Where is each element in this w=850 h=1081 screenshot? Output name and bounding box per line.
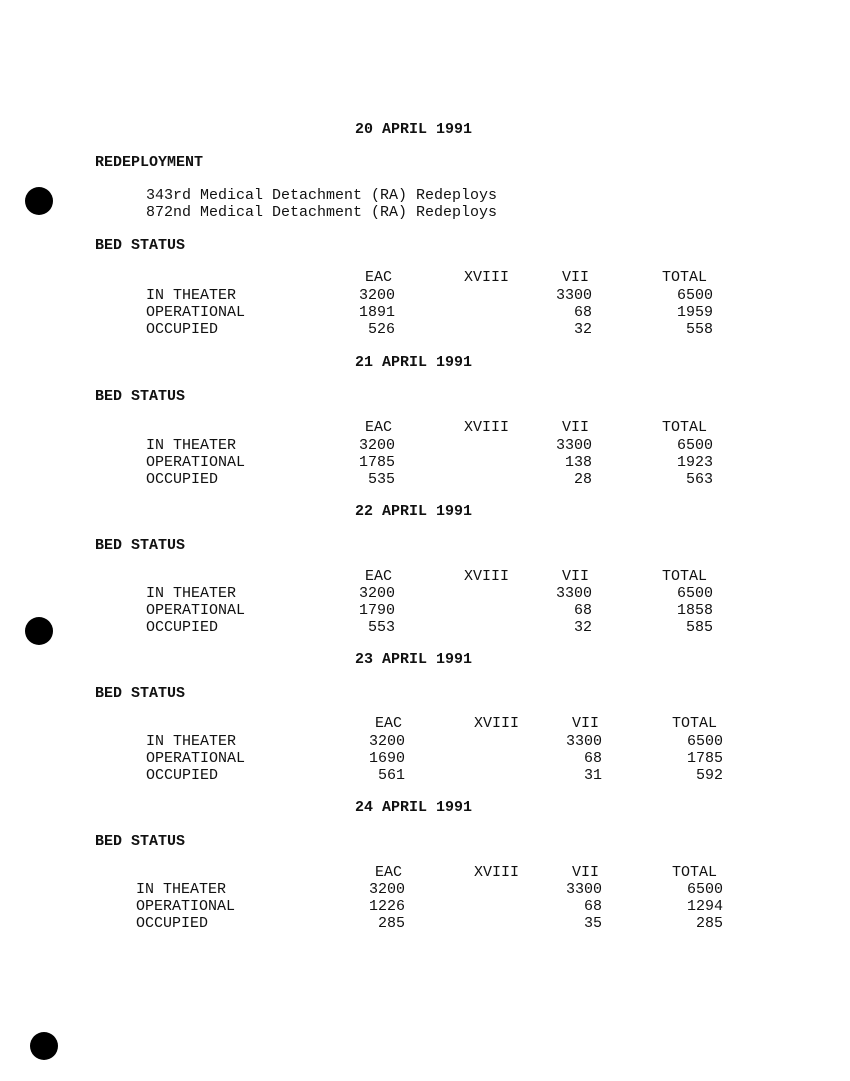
column-header-xviii: XVIII	[474, 715, 520, 732]
bed-status-heading: BED STATUS	[95, 833, 186, 850]
cell-total: 1785	[686, 750, 723, 767]
punch-hole-bottom	[30, 1032, 58, 1060]
redeployment-heading: REDEPLOYMENT	[95, 154, 204, 171]
cell-eac: 1690	[368, 750, 405, 767]
table-row-label: OPERATIONAL	[136, 898, 236, 915]
cell-vii: 32	[573, 321, 592, 338]
cell-vii: 32	[573, 619, 592, 636]
cell-total: 6500	[676, 287, 713, 304]
table-row-label: IN THEATER	[146, 437, 237, 454]
column-header-eac: EAC	[365, 269, 393, 286]
column-header-eac: EAC	[375, 715, 403, 732]
column-header-vii: VII	[562, 419, 590, 436]
cell-eac: 3200	[358, 287, 395, 304]
cell-vii: 68	[573, 304, 592, 321]
redeployment-line: 343rd Medical Detachment (RA) Redeploys	[146, 187, 498, 204]
cell-vii: 3300	[555, 287, 592, 304]
column-header-total: TOTAL	[662, 419, 708, 436]
table-row-label: IN THEATER	[146, 287, 237, 304]
punch-hole-top	[25, 187, 53, 215]
section-date: 24 APRIL 1991	[355, 799, 473, 816]
column-header-vii: VII	[572, 864, 600, 881]
column-header-vii: VII	[562, 269, 590, 286]
cell-vii: 31	[583, 767, 602, 784]
cell-total: 1294	[686, 898, 723, 915]
bed-status-heading: BED STATUS	[95, 685, 186, 702]
cell-vii: 35	[583, 915, 602, 932]
column-header-xviii: XVIII	[464, 568, 510, 585]
section-date: 23 APRIL 1991	[355, 651, 473, 668]
cell-total: 6500	[676, 585, 713, 602]
table-row-label: OPERATIONAL	[146, 454, 246, 471]
cell-eac: 3200	[358, 437, 395, 454]
cell-eac: 561	[377, 767, 405, 784]
cell-total: 6500	[686, 881, 723, 898]
cell-vii: 68	[573, 602, 592, 619]
table-row-label: OCCUPIED	[146, 471, 219, 488]
section-date: 20 APRIL 1991	[355, 121, 473, 138]
cell-total: 563	[685, 471, 713, 488]
cell-vii: 28	[573, 471, 592, 488]
column-header-xviii: XVIII	[474, 864, 520, 881]
redeployment-line: 872nd Medical Detachment (RA) Redeploys	[146, 204, 498, 221]
cell-total: 1923	[676, 454, 713, 471]
column-header-xviii: XVIII	[464, 269, 510, 286]
cell-eac: 535	[367, 471, 395, 488]
column-header-total: TOTAL	[672, 715, 718, 732]
bed-status-heading: BED STATUS	[95, 388, 186, 405]
table-row-label: OCCUPIED	[146, 321, 219, 338]
column-header-total: TOTAL	[662, 568, 708, 585]
cell-eac: 285	[377, 915, 405, 932]
cell-total: 1858	[676, 602, 713, 619]
table-row-label: IN THEATER	[146, 585, 237, 602]
cell-eac: 1891	[358, 304, 395, 321]
cell-total: 1959	[676, 304, 713, 321]
punch-hole-middle	[25, 617, 53, 645]
cell-eac: 3200	[368, 881, 405, 898]
column-header-vii: VII	[562, 568, 590, 585]
cell-vii: 68	[583, 898, 602, 915]
section-date: 22 APRIL 1991	[355, 503, 473, 520]
table-row-label: OPERATIONAL	[146, 304, 246, 321]
cell-total: 6500	[676, 437, 713, 454]
cell-vii: 3300	[565, 733, 602, 750]
cell-vii: 68	[583, 750, 602, 767]
bed-status-heading: BED STATUS	[95, 537, 186, 554]
cell-vii: 3300	[565, 881, 602, 898]
cell-total: 592	[695, 767, 723, 784]
column-header-eac: EAC	[375, 864, 403, 881]
column-header-total: TOTAL	[662, 269, 708, 286]
cell-total: 585	[685, 619, 713, 636]
cell-eac: 1785	[358, 454, 395, 471]
table-row-label: OPERATIONAL	[146, 602, 246, 619]
cell-eac: 1226	[368, 898, 405, 915]
column-header-xviii: XVIII	[464, 419, 510, 436]
table-row-label: OCCUPIED	[146, 619, 219, 636]
cell-eac: 1790	[358, 602, 395, 619]
cell-eac: 526	[367, 321, 395, 338]
cell-total: 285	[695, 915, 723, 932]
table-row-label: IN THEATER	[146, 733, 237, 750]
table-row-label: OCCUPIED	[136, 915, 209, 932]
table-row-label: OPERATIONAL	[146, 750, 246, 767]
section-date: 21 APRIL 1991	[355, 354, 473, 371]
cell-total: 6500	[686, 733, 723, 750]
table-row-label: OCCUPIED	[146, 767, 219, 784]
column-header-eac: EAC	[365, 568, 393, 585]
cell-eac: 3200	[358, 585, 395, 602]
cell-eac: 3200	[368, 733, 405, 750]
bed-status-heading: BED STATUS	[95, 237, 186, 254]
cell-total: 558	[685, 321, 713, 338]
cell-vii: 3300	[555, 585, 592, 602]
cell-vii: 3300	[555, 437, 592, 454]
cell-vii: 138	[564, 454, 592, 471]
cell-eac: 553	[367, 619, 395, 636]
column-header-vii: VII	[572, 715, 600, 732]
column-header-total: TOTAL	[672, 864, 718, 881]
column-header-eac: EAC	[365, 419, 393, 436]
table-row-label: IN THEATER	[136, 881, 227, 898]
